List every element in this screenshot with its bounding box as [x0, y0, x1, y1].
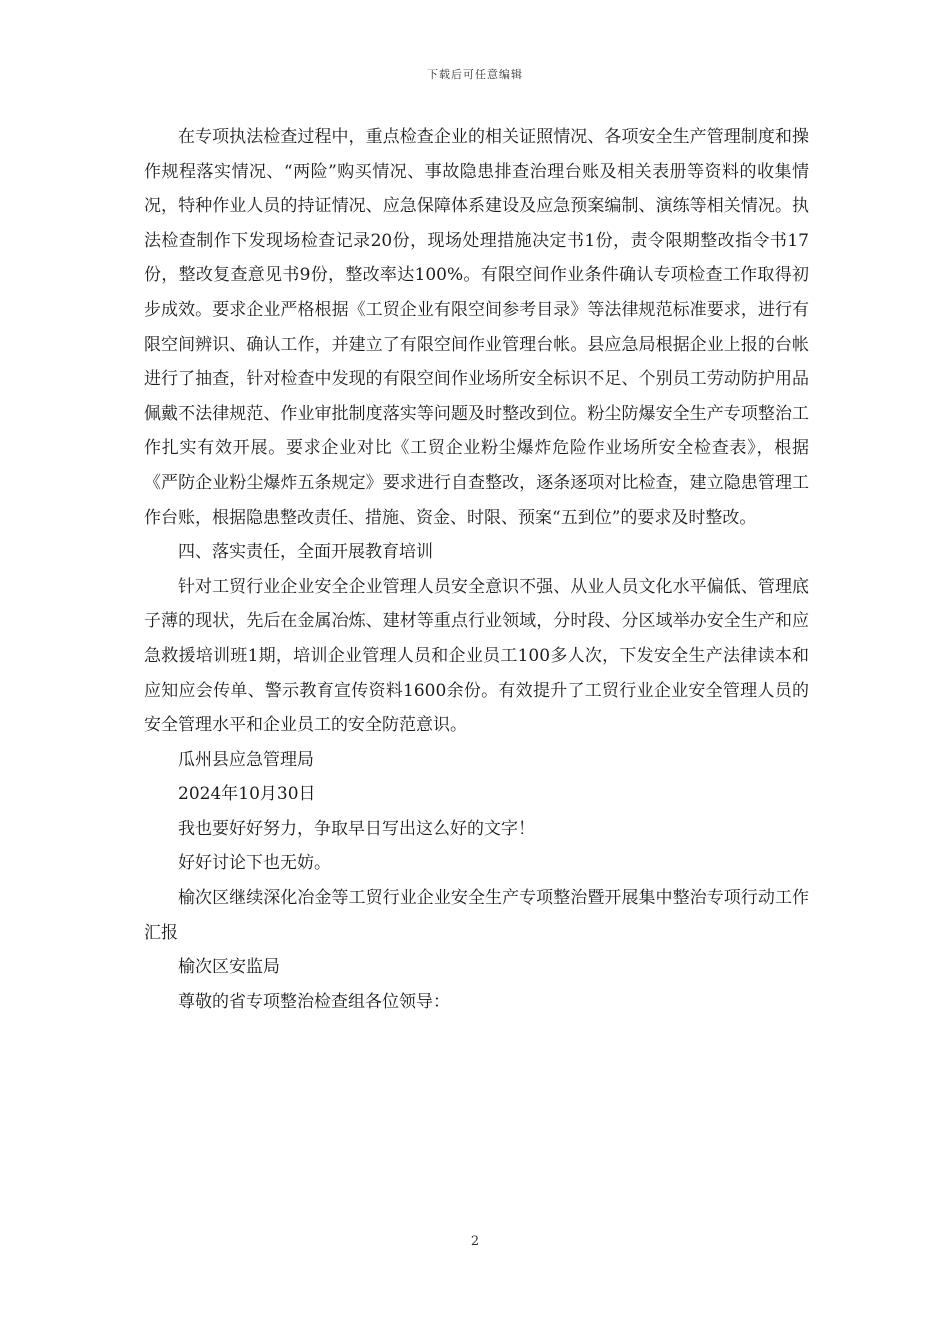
report-salutation: 尊敬的省专项整治检查组各位领导： — [178, 991, 450, 1012]
signature-date: 2024年10月30日 — [178, 784, 316, 805]
page-number: 2 — [470, 1234, 480, 1249]
section-heading-education-training: 四、落实责任，全面开展教育培训 — [178, 542, 433, 563]
document-body — [144, 120, 809, 1019]
comment-line-2: 好好讨论下也无妨。 — [178, 853, 331, 874]
report-author: 榆次区安监局 — [178, 957, 280, 978]
report-title: 榆次区继续深化冶金等工贸行业企业安全生产专项整治暨开展集中整治专项行动工作汇报 — [144, 888, 809, 943]
page-header: 下载后可任意编辑 — [427, 68, 523, 81]
paragraph-training: 针对工贸行业企业安全企业管理人员安全意识不强、从业人员文化水平偏低、管理底子薄的现状，先后在金属冶炼、建材等重点行业领域，分时段、分区域举办安全生产和应急救援培训班1期，培训企业管理人员和企业员工100多人次，下发安全生产法律读本和应知应会传单、警示教育宣传资料1600余份。有效提升了工贸行业企业安全管理人员的安全管理水平和企业员工的安全防范意识。 — [144, 576, 809, 736]
comment-line-1: 我也要好好努力，争取早日写出这么好的文字！ — [178, 818, 535, 839]
paragraph-inspection-details: 在专项执法检查过程中，重点检查企业的相关证照情况、各项安全生产管理制度和操作规程落实情况、“两险”购买情况、事故隐患排查治理台账及相关表册等资料的收集情况，特种作业人员的持证情况、应急保障体系建设及应急预案编制、演练等相关情况。执法检查制作下发现场检查记录20份，现场处理措施决定书1份，责令限期整改指令书17份，整改复查意见书9份，整改率达100%。有限空间作业条件确认专项检查工作取得初步成效。要求企业严格根据《工贸企业有限空间参考目录》等法律规范标准要求，进行有限空间辨识、确认工作，并建立了有限空间作业管理台帐。县应急局根据企业上报的台帐进行了抽查，针对检查中发现的有限空间作业场所安全标识不足、个别员工劳动防护用品佩戴不法律规范、作业审批制度落实等问题及时整改到位。粉尘防爆安全生产专项整治工作扎实有效开展。要求企业对比《工贸企业粉尘爆炸危险作业场所安全检查表》，根据《严防企业粉尘爆炸五条规定》要求进行自查整改，逐条逐项对比检查，建立隐患管理工作台账，根据隐患整改责任、措施、资金、时限、预案“五到位”的要求及时整改。 — [144, 127, 809, 528]
signature-organization: 瓜州县应急管理局 — [178, 749, 314, 770]
